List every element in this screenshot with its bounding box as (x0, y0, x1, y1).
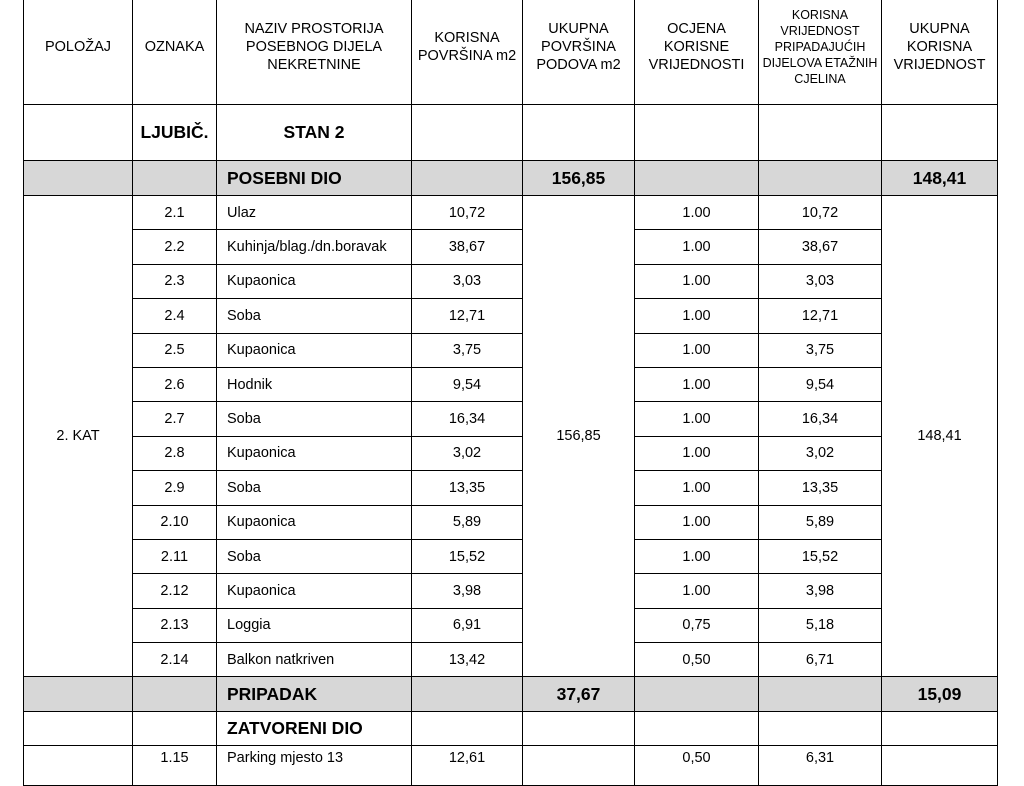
room-oznaka: 2.7 (133, 402, 217, 436)
table-row (24, 574, 998, 608)
room-naziv: Soba (217, 402, 412, 436)
room-vrijednost: 6,31 (759, 746, 882, 786)
table-row (24, 436, 998, 470)
room-naziv: Hodnik (217, 367, 412, 401)
room-oznaka: 2.1 (133, 196, 217, 230)
room-vrijednost: 13,35 (759, 471, 882, 505)
posebni-dio-total-area: 156,85 (523, 161, 635, 196)
room-naziv: Soba (217, 299, 412, 333)
posebni-dio-label: POSEBNI DIO (217, 161, 412, 196)
room-ocjena: 0,75 (635, 608, 759, 642)
room-ocjena: 1.00 (635, 539, 759, 573)
unit-oznaka: LJUBIČ. (133, 105, 217, 161)
room-vrijednost: 5,89 (759, 505, 882, 539)
room-povrsina: 9,54 (412, 367, 523, 401)
room-povrsina: 3,98 (412, 574, 523, 608)
room-oznaka: 2.9 (133, 471, 217, 505)
room-naziv: Loggia (217, 608, 412, 642)
table-row (24, 608, 998, 642)
header-row (24, 0, 998, 105)
room-ocjena: 1.00 (635, 230, 759, 264)
header-naziv: NAZIV PROSTORIJA POSEBNOG DIJELA NEKRETNINE (217, 0, 412, 105)
room-ocjena: 1.00 (635, 196, 759, 230)
room-oznaka: 2.2 (133, 230, 217, 264)
header-oznaka: OZNAKA (133, 0, 217, 105)
floor-total-value: 148,41 (882, 196, 998, 677)
room-oznaka: 2.4 (133, 299, 217, 333)
header-polozaj: POLOŽAJ (24, 0, 133, 105)
room-povrsina: 10,72 (412, 196, 523, 230)
room-ocjena: 1.00 (635, 505, 759, 539)
room-vrijednost: 6,71 (759, 643, 882, 677)
header-korisna-vrijednost: KORISNA VRIJEDNOST PRIPADAJUĆIH DIJELOVA ETAŽNIH CJELINA (759, 0, 882, 105)
room-povrsina: 12,61 (412, 746, 523, 786)
room-naziv: Soba (217, 539, 412, 573)
room-povrsina: 38,67 (412, 230, 523, 264)
room-naziv: Kupaonica (217, 436, 412, 470)
room-ocjena: 1.00 (635, 299, 759, 333)
table-row (24, 746, 998, 786)
room-naziv: Kupaonica (217, 505, 412, 539)
room-naziv: Parking mjesto 13 (217, 746, 412, 786)
room-ocjena: 1.00 (635, 574, 759, 608)
room-oznaka: 2.3 (133, 264, 217, 298)
table-row (24, 471, 998, 505)
room-ocjena: 1.00 (635, 367, 759, 401)
room-ocjena: 1.00 (635, 333, 759, 367)
room-povrsina: 13,42 (412, 643, 523, 677)
room-povrsina: 3,02 (412, 436, 523, 470)
room-povrsina: 5,89 (412, 505, 523, 539)
header-ukupna-vrijednost: UKUPNA KORISNA VRIJEDNOST (882, 0, 998, 105)
room-ocjena: 1.00 (635, 264, 759, 298)
room-oznaka: 2.5 (133, 333, 217, 367)
table-row (24, 333, 998, 367)
pripadak-total-value: 15,09 (882, 677, 998, 712)
header-ukupna-povrsina: UKUPNA POVRŠINA PODOVA m2 (523, 0, 635, 105)
posebni-dio-total-value: 148,41 (882, 161, 998, 196)
room-oznaka: 1.15 (133, 746, 217, 786)
room-oznaka: 2.13 (133, 608, 217, 642)
room-naziv: Kupaonica (217, 574, 412, 608)
room-naziv: Balkon natkriven (217, 643, 412, 677)
room-naziv: Ulaz (217, 196, 412, 230)
table-row (24, 196, 998, 230)
room-oznaka: 2.6 (133, 367, 217, 401)
room-vrijednost: 12,71 (759, 299, 882, 333)
unit-polozaj (24, 105, 133, 161)
table-row (24, 643, 998, 677)
table-row (24, 539, 998, 573)
room-naziv: Kupaonica (217, 264, 412, 298)
room-naziv: Soba (217, 471, 412, 505)
room-ocjena: 0,50 (635, 746, 759, 786)
room-vrijednost: 3,75 (759, 333, 882, 367)
property-valuation-table (23, 0, 998, 786)
room-vrijednost: 9,54 (759, 367, 882, 401)
room-ocjena: 1.00 (635, 436, 759, 470)
unit-row (24, 105, 998, 161)
room-oznaka: 2.8 (133, 436, 217, 470)
room-vrijednost: 3,03 (759, 264, 882, 298)
room-povrsina: 13,35 (412, 471, 523, 505)
header-ocjena: OCJENA KORISNE VRIJEDNOSTI (635, 0, 759, 105)
room-naziv: Kupaonica (217, 333, 412, 367)
room-povrsina: 3,75 (412, 333, 523, 367)
room-vrijednost: 38,67 (759, 230, 882, 264)
room-povrsina: 3,03 (412, 264, 523, 298)
zatvoreni-dio-row (24, 712, 998, 746)
room-vrijednost: 3,98 (759, 574, 882, 608)
room-vrijednost: 16,34 (759, 402, 882, 436)
room-oznaka: 2.11 (133, 539, 217, 573)
room-ocjena: 1.00 (635, 471, 759, 505)
room-vrijednost: 10,72 (759, 196, 882, 230)
room-ocjena: 1.00 (635, 402, 759, 436)
table-row (24, 505, 998, 539)
table-row (24, 367, 998, 401)
pripadak-row (24, 677, 998, 712)
room-povrsina: 12,71 (412, 299, 523, 333)
room-oznaka: 2.12 (133, 574, 217, 608)
posebni-dio-row (24, 161, 998, 196)
room-vrijednost: 5,18 (759, 608, 882, 642)
pripadak-label: PRIPADAK (217, 677, 412, 712)
unit-naziv: STAN 2 (217, 105, 412, 161)
room-oznaka: 2.10 (133, 505, 217, 539)
room-povrsina: 15,52 (412, 539, 523, 573)
room-naziv: Kuhinja/blag./dn.boravak (217, 230, 412, 264)
zatvoreni-dio-label: ZATVORENI DIO (217, 712, 412, 746)
pripadak-total-area: 37,67 (523, 677, 635, 712)
table-row (24, 402, 998, 436)
table-row (24, 264, 998, 298)
room-vrijednost: 15,52 (759, 539, 882, 573)
floor-label: 2. KAT (24, 196, 133, 677)
table-row (24, 230, 998, 264)
room-povrsina: 16,34 (412, 402, 523, 436)
room-povrsina: 6,91 (412, 608, 523, 642)
header-korisna-povrsina: KORISNA POVRŠINA m2 (412, 0, 523, 105)
room-ocjena: 0,50 (635, 643, 759, 677)
table-row (24, 299, 998, 333)
room-vrijednost: 3,02 (759, 436, 882, 470)
room-oznaka: 2.14 (133, 643, 217, 677)
floor-total-area: 156,85 (523, 196, 635, 677)
